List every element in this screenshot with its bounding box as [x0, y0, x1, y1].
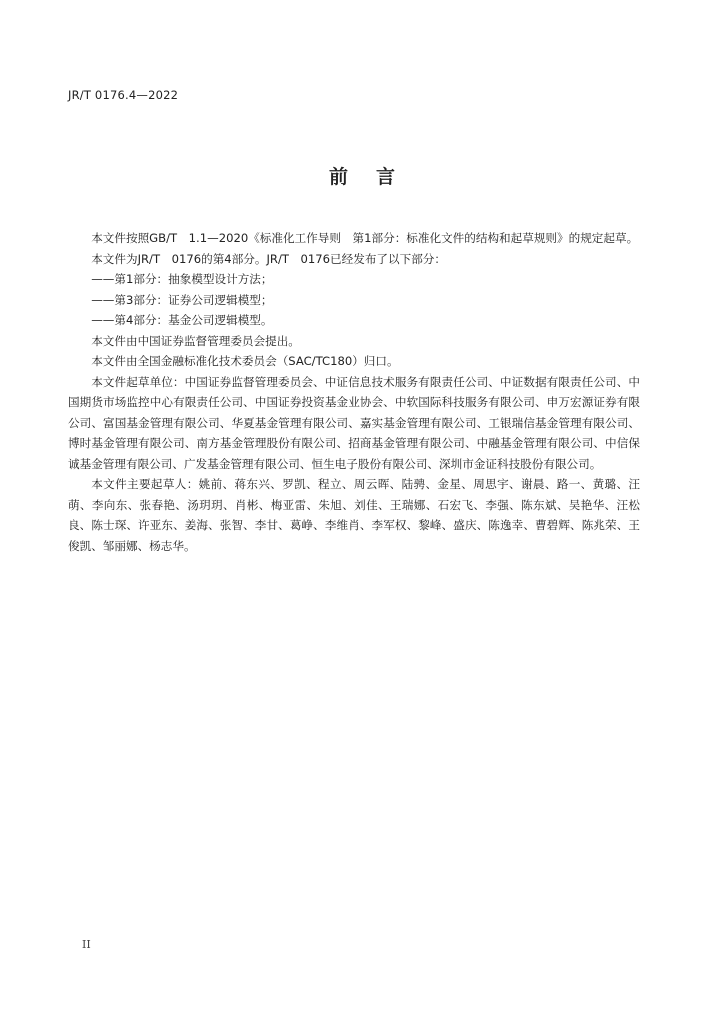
paragraph-drafting-rules: 本文件按照GB/T 1.1—2020《标准化工作导则 第1部分：标准化文件的结构和起草规则》的规定起草。 [91, 231, 639, 245]
list-item-part-3: ——第3部分：证券公司逻辑模型； [91, 292, 273, 307]
paragraph-series-intro: 本文件为JR/T 0176的第4部分。JR/T 0176已经发布了以下部分： [91, 251, 446, 266]
page-number: II [82, 938, 91, 951]
foreword-body [68, 228, 640, 556]
paragraph-drafting-organizations: 本文件起草单位：中国证券监督管理委员会、中证信息技术服务有限责任公司、中证数据有限责任公司、中国期货市场监控中心有限责任公司、中国证券投资基金业协会、中软国际科技服务有限公司、申万宏源证券有限公司、富国基金管理有限公司、华夏基金管理有限公司、嘉实基金管理有限公司、工银瑞信基金管理有限公司、博时基金管理有限公司、南方基金管理股份有限公司、招商基金管理有限公司、中融基金管理有限公司、中信保诚基金管理有限公司、广发基金管理有限公司、恒生电子股份有限公司、深圳市金证科技股份有限公司。 [68, 374, 640, 471]
standard-code-header: JR/T 0176.4—2022 [68, 88, 179, 102]
list-item-part-4: ——第4部分：基金公司逻辑模型。 [91, 313, 273, 327]
list-item-part-1: ——第1部分：抽象模型设计方法； [91, 272, 273, 286]
page-title: 前言 [328, 166, 423, 188]
paragraph-main-drafters: 本文件主要起草人：姚前、蒋东兴、罗凯、程立、周云晖、陆骋、金星、周思宇、谢晨、路一、黄璐、汪萌、李向东、张春艳、汤玥玥、肖彬、梅亚雷、朱旭、刘佳、王瑞娜、石宏飞、李强、陈东斌、吴艳华、汪松良、陈士琛、许亚东、姜海、张智、李甘、葛峥、李维肖、李军权、黎峰、盛庆、陈逸幸、曹碧辉、陈兆荣、王俊凯、邹丽娜、杨志华。 [68, 477, 640, 553]
paragraph-proposer: 本文件由中国证券监督管理委员会提出。 [91, 333, 300, 348]
paragraph-centralized-by: 本文件由全国金融标准化技术委员会（SAC/TC180）归口。 [91, 354, 399, 368]
